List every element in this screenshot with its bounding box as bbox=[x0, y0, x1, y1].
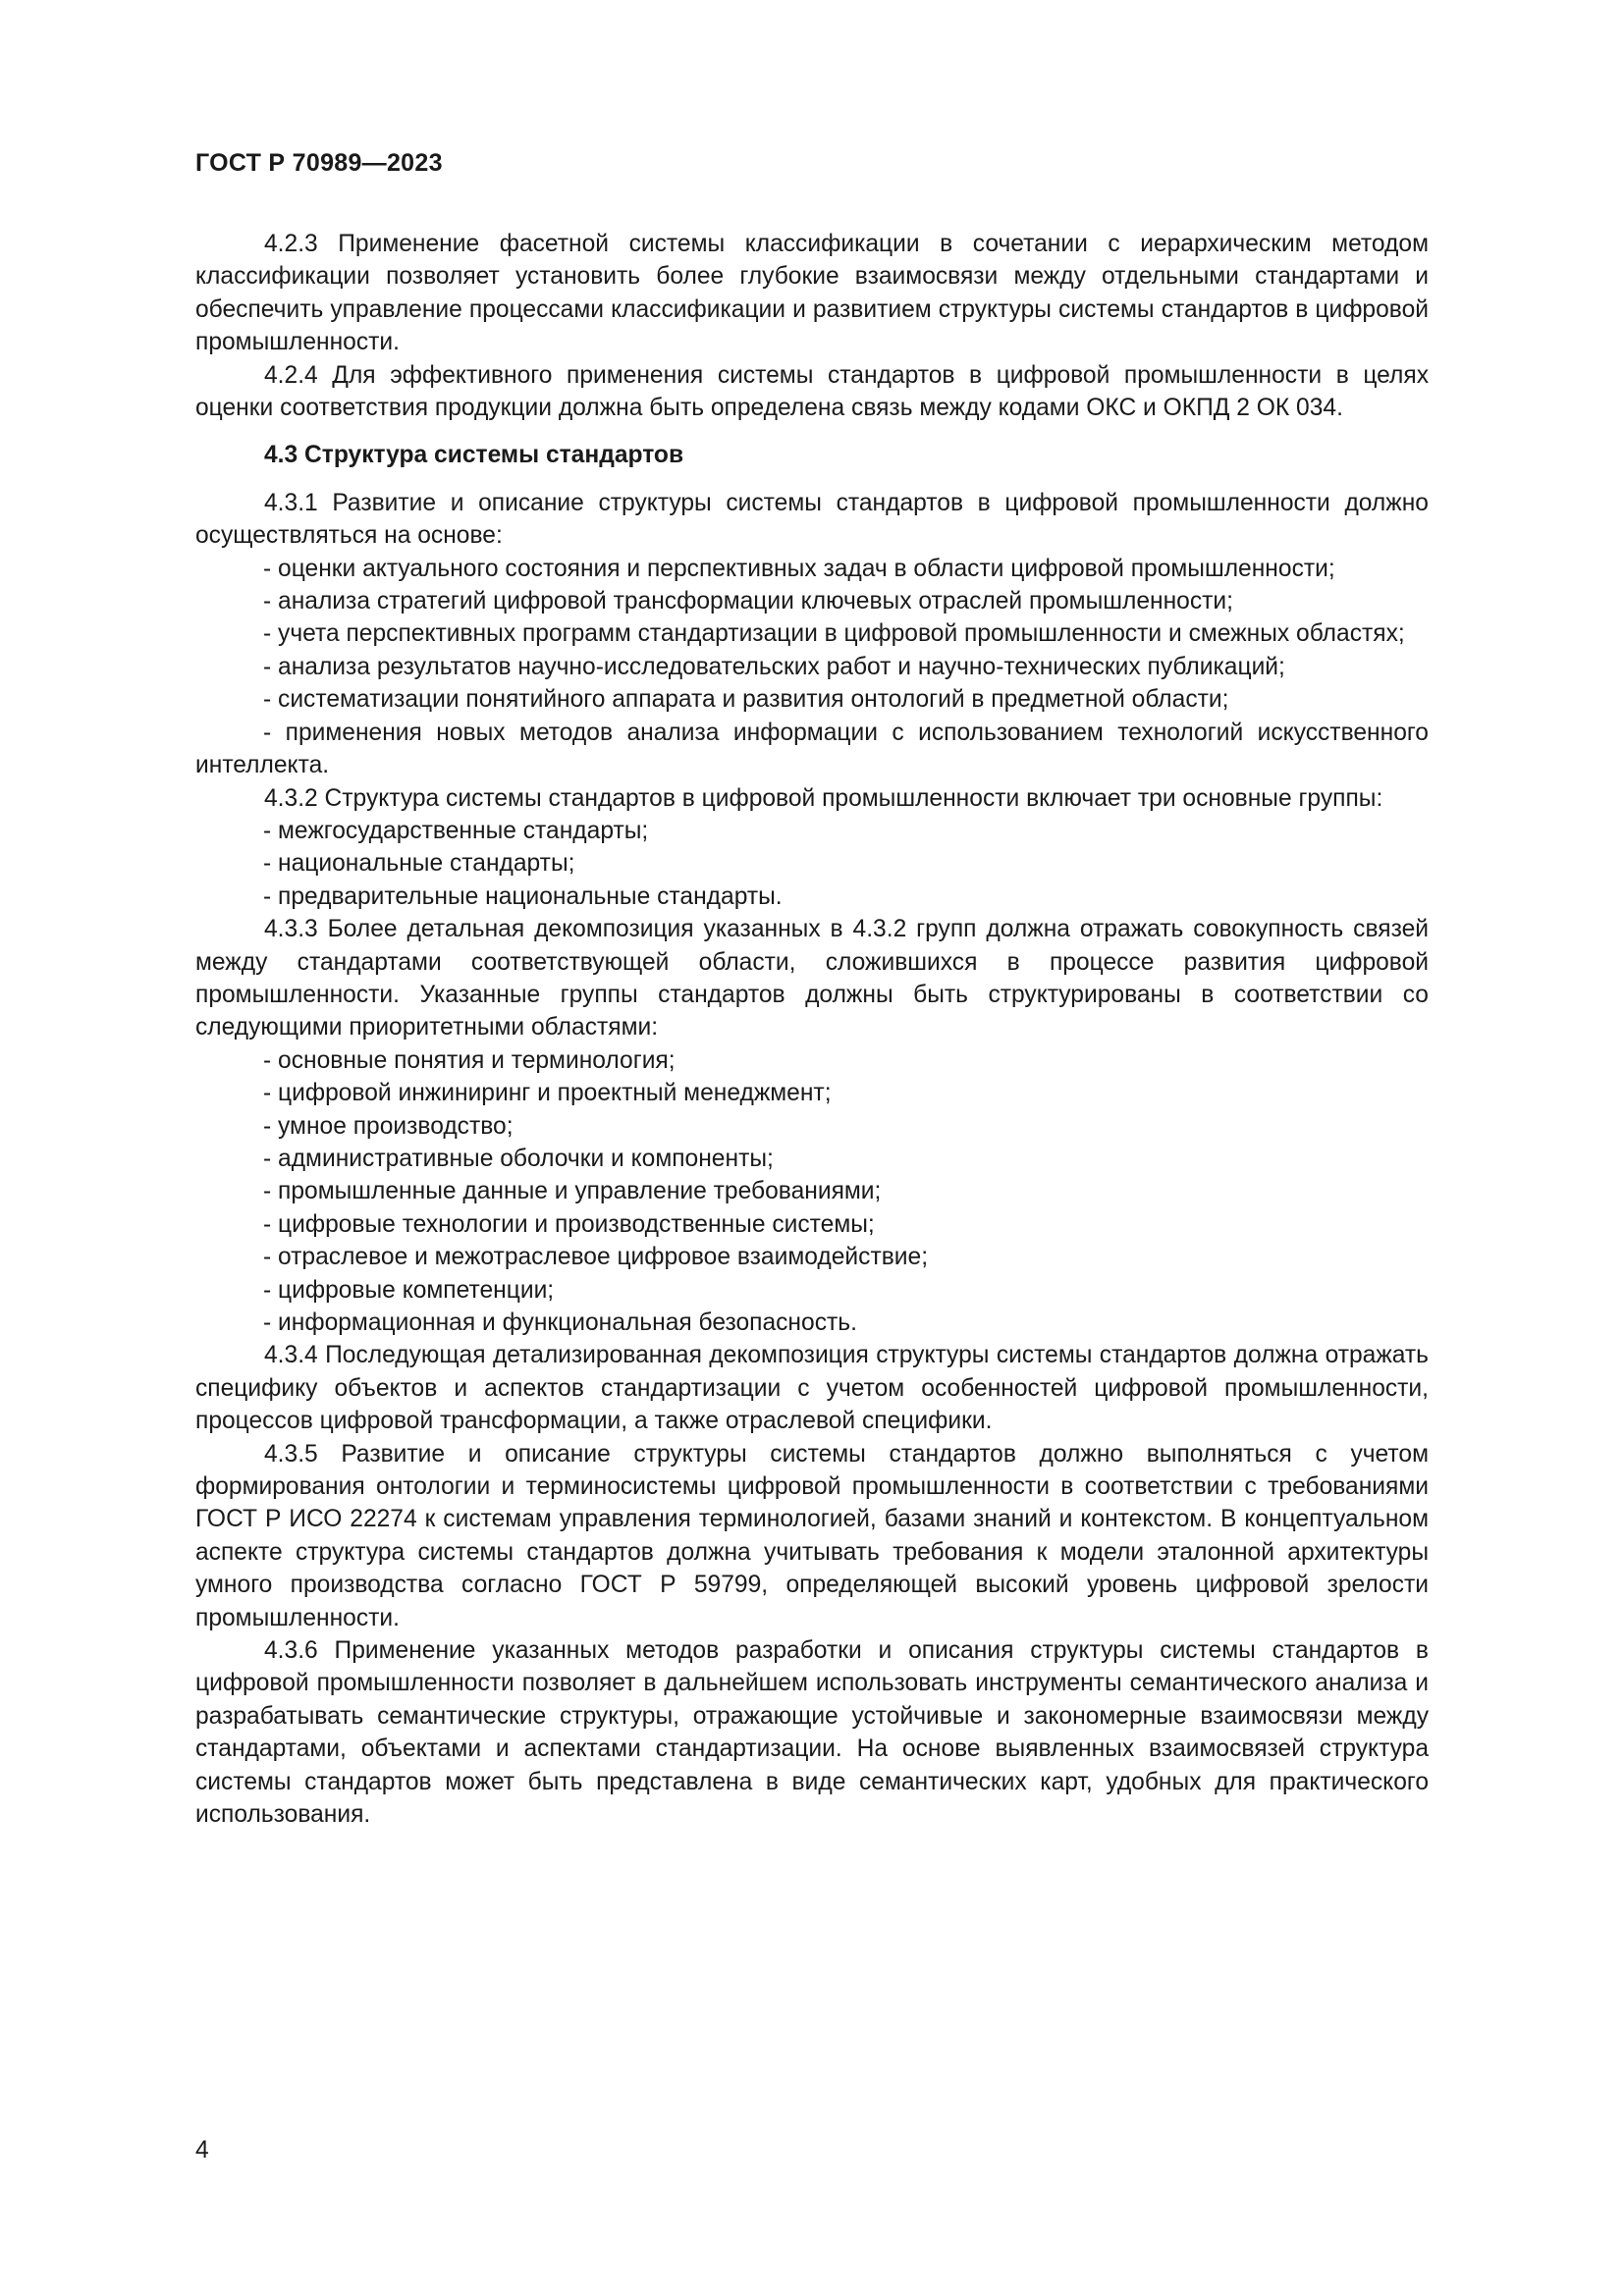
list-item: - систематизации понятийного аппарата и развития онтологий в предметной области; bbox=[263, 686, 1229, 714]
paragraph-4-2-3: 4.2.3 Применение фасетной системы классификации в сочетании с иерархическим методом классификации позволяет установить более глубокие взаимосвязи между отдельными стандартами и обеспечить управление процессами классификации и развитием структуры системы стандартов в цифровой промышленности. bbox=[195, 231, 1429, 356]
document-body bbox=[195, 228, 1429, 1832]
list-4-3-1 bbox=[195, 553, 1429, 782]
list-item: - цифровой инжиниринг и проектный менеджмент; bbox=[263, 1080, 832, 1107]
list-item: - оценки актуального состояния и перспективных задач в области цифровой промышленности; bbox=[263, 555, 1335, 582]
paragraph-4-3-4: 4.3.4 Последующая детализированная декомпозиция структуры системы стандартов должна отражать специфику объектов и аспектов стандартизации с учетом особенностей цифровой промышленности, процессов цифровой трансформации, а также отраслевой специфики. bbox=[195, 1342, 1429, 1435]
section-heading-4-3: 4.3 Структура системы стандартов bbox=[264, 442, 684, 469]
list-item: - учета перспективных программ стандартизации в цифровой промышленности и смежных областях; bbox=[263, 620, 1405, 648]
list-item: - информационная и функциональная безопасность. bbox=[263, 1309, 857, 1336]
list-item: - цифровые компетенции; bbox=[263, 1276, 555, 1304]
list-item: - умное производство; bbox=[263, 1112, 514, 1140]
paragraph-4-3-2: 4.3.2 Структура системы стандартов в цифровой промышленности включает три основные группы: bbox=[264, 784, 1383, 812]
list-4-3-3 bbox=[195, 1044, 1429, 1340]
list-item: - анализа результатов научно-исследовательских работ и научно-технических публикаций; bbox=[263, 653, 1285, 680]
list-item: - отраслевое и межотраслевое цифровое взаимодействие; bbox=[263, 1244, 929, 1271]
list-item: - цифровые технологии и производственные системы; bbox=[263, 1210, 875, 1238]
page-number: 4 bbox=[195, 2137, 209, 2163]
paragraph-4-3-5: 4.3.5 Развитие и описание структуры системы стандартов должно выполняться с учетом формирования онтологии и терминосистемы цифровой промышленности в соответствии с требованиями ГОСТ Р ИСО 22274 к системам управления терминологией, базами знаний и контекстом. В концептуальном аспекте структура системы стандартов должна учитывать требования к модели эталонной архитектуры умного производства согласно ГОСТ Р 59799, определяющей высокий уровень цифровой зрелости промышленности. bbox=[195, 1440, 1429, 1631]
document-code-header: ГОСТ Р 70989—2023 bbox=[195, 149, 443, 177]
paragraph-4-3-6: 4.3.6 Применение указанных методов разработки и описания структуры системы стандартов в цифровой промышленности позволяет в дальнейшем использовать инструменты семантического анализа и разрабатывать семантические структуры, отражающие устойчивые и закономерные взаимосвязи между стандартами, объектами и аспектами стандартизации. На основе выявленных взаимосвязей структура системы стандартов может быть представлена в виде семантических карт, удобных для практического использования. bbox=[195, 1637, 1429, 1829]
paragraph-4-2-4: 4.2.4 Для эффективного применения системы стандартов в цифровой промышленности в целях оценки соответствия продукции должна быть определена связь между кодами ОКС и ОКПД 2 ОК 034. bbox=[195, 361, 1429, 422]
list-item: - применения новых методов анализа информации с использованием технологий искусственного интеллекта. bbox=[195, 719, 1429, 779]
list-item: - предварительные национальные стандарты. bbox=[263, 882, 783, 910]
list-4-3-2 bbox=[195, 815, 1429, 913]
list-item: - национальные стандарты; bbox=[263, 850, 575, 878]
list-item: - промышленные данные и управление требованиями; bbox=[263, 1178, 882, 1205]
list-item: - основные понятия и терминология; bbox=[263, 1046, 676, 1074]
paragraph-4-3-1: 4.3.1 Развитие и описание структуры системы стандартов в цифровой промышленности должно осуществляться на основе: bbox=[195, 489, 1429, 550]
list-item: - административные оболочки и компоненты; bbox=[263, 1145, 774, 1172]
list-item: - межгосударственные стандарты; bbox=[263, 817, 649, 844]
paragraph-4-3-3: 4.3.3 Более детальная декомпозиция указанных в 4.3.2 групп должна отражать совокупность связей между стандартами соответствующей области, сложившихся в процессе развития цифровой промышленности. Указанные группы стандартов должны быть структурированы в соответствии со следующими приоритетными областями: bbox=[195, 916, 1429, 1041]
list-item: - анализа стратегий цифровой трансформации ключевых отраслей промышленности; bbox=[263, 588, 1233, 615]
